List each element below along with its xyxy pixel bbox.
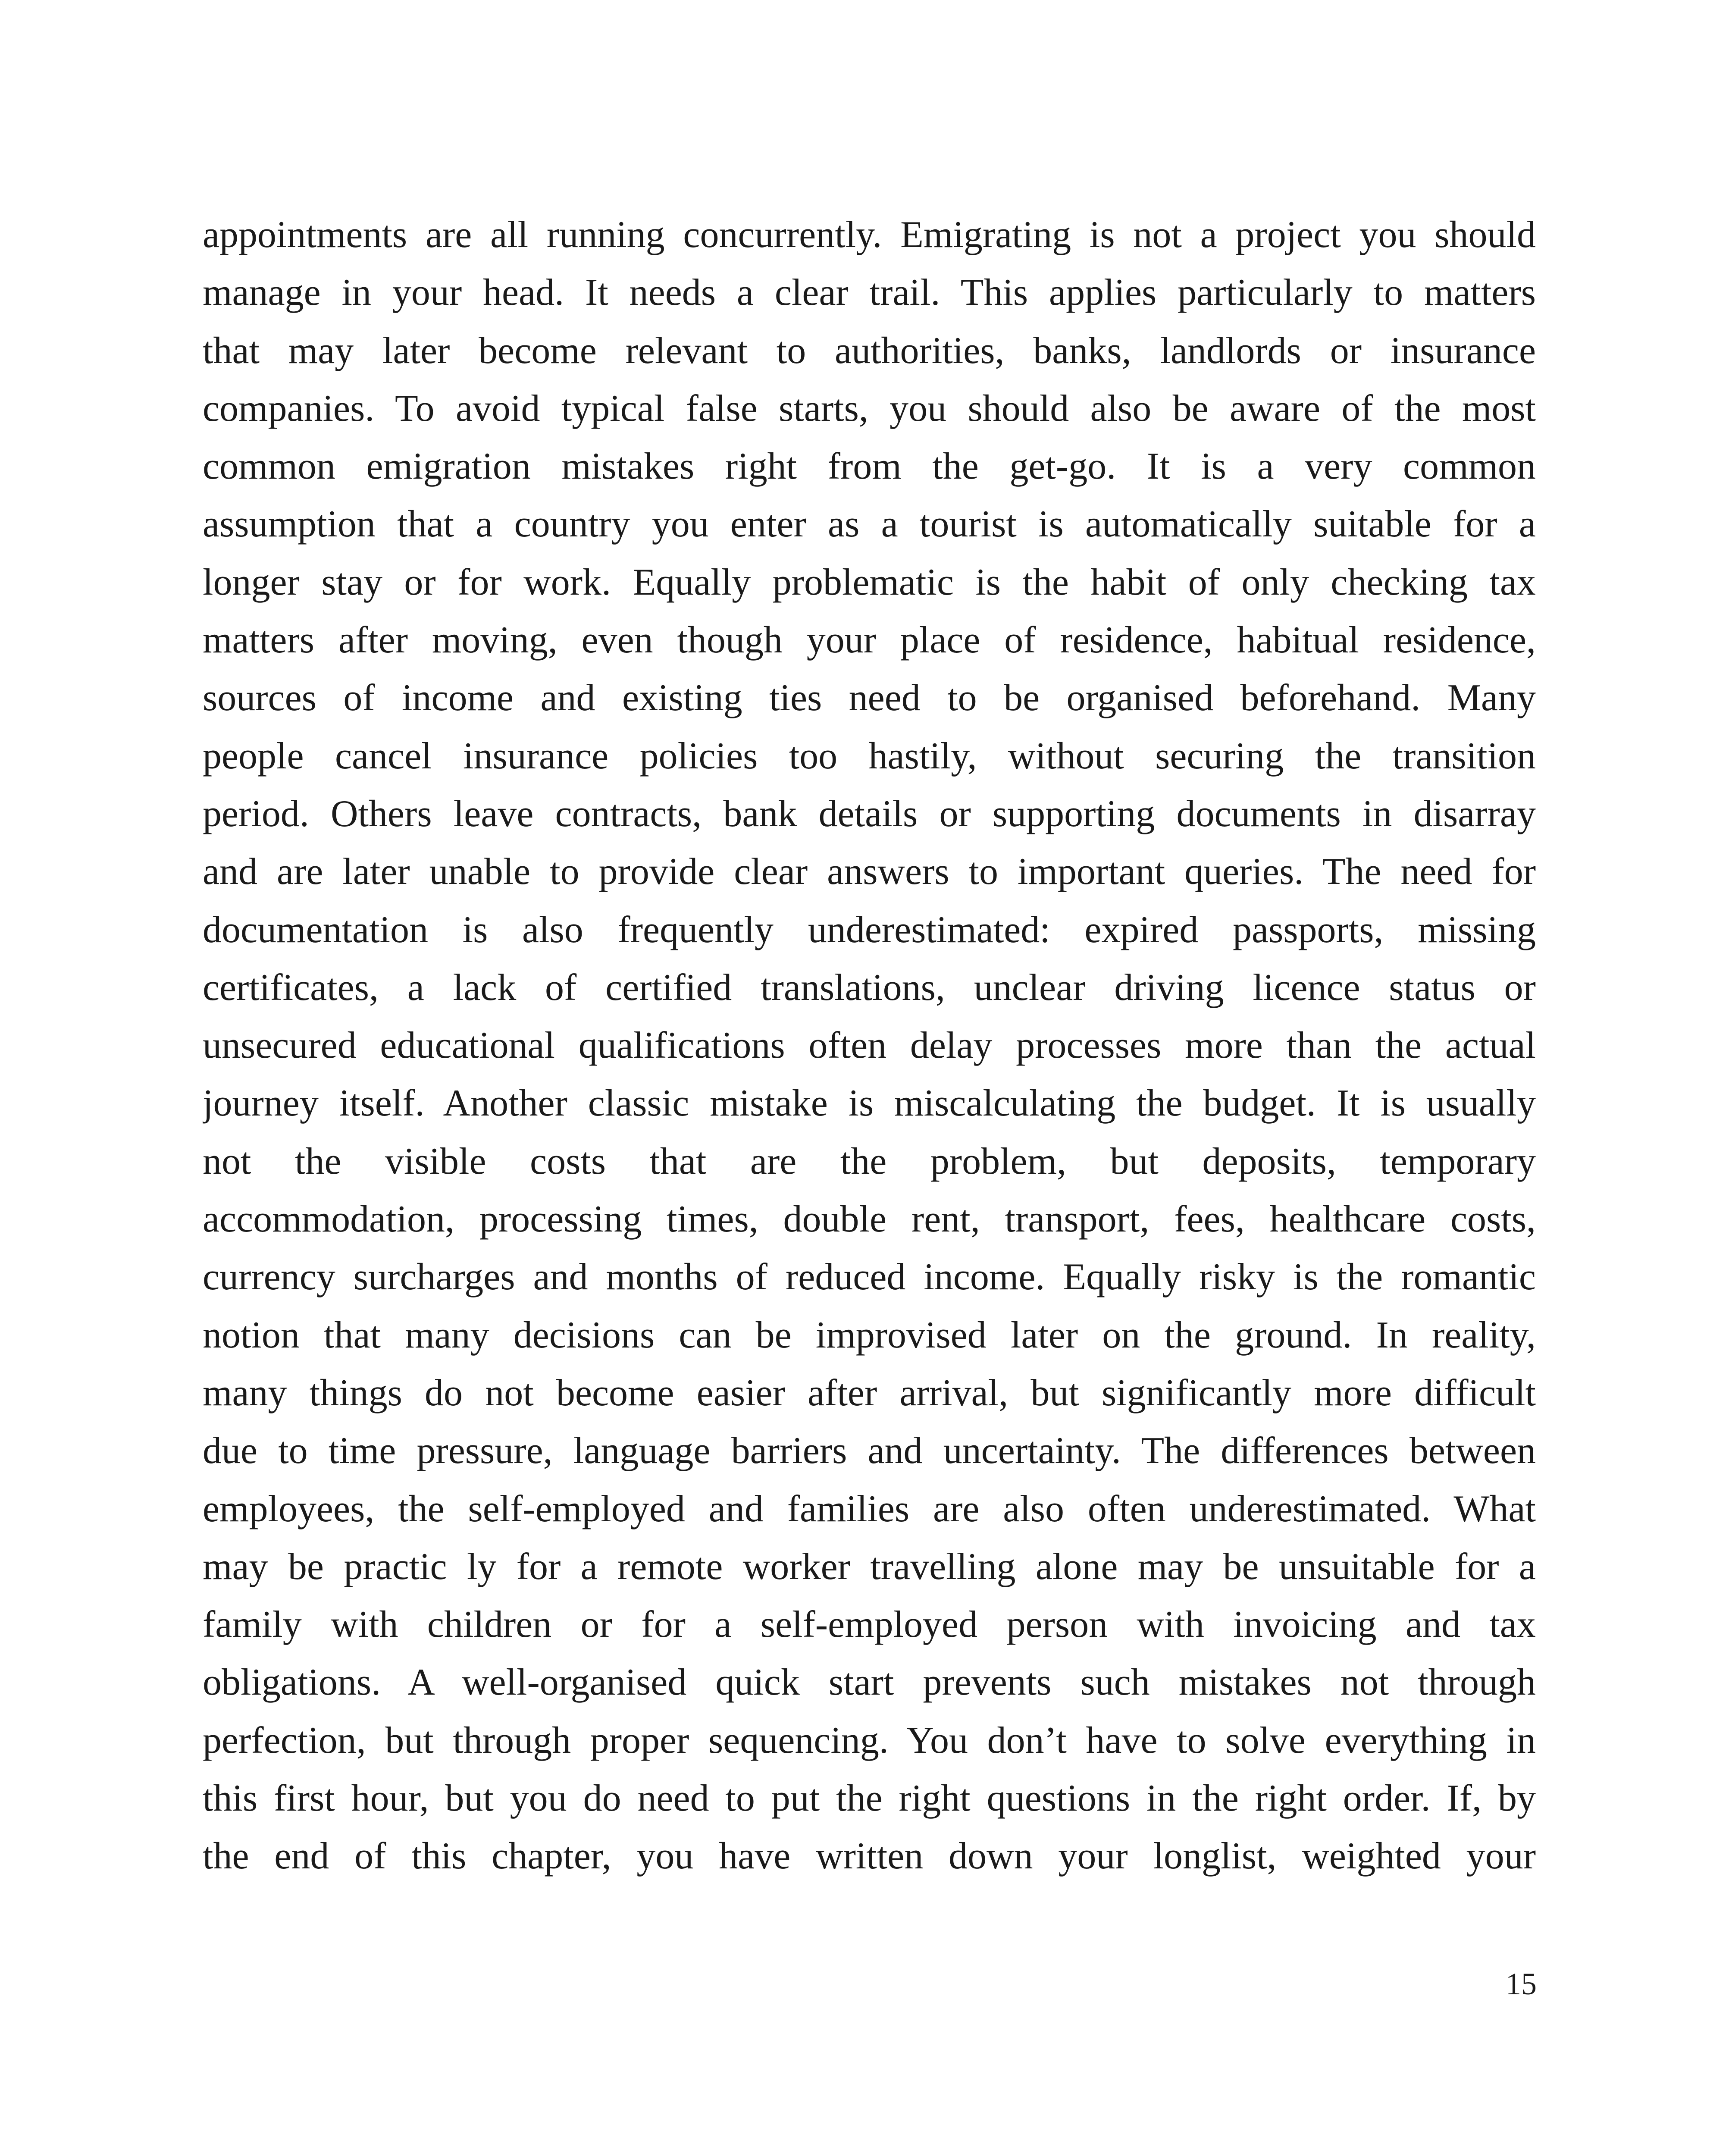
text-line: documentation is also frequently underestimated: expired passports, missing bbox=[203, 909, 1536, 951]
text-line: may be practic ly for a remote worker travelling alone may be unsuitable for a bbox=[203, 1545, 1536, 1588]
text-line: and are later unable to provide clear answers to important queries. The need for bbox=[203, 851, 1536, 893]
text-line: longer stay or for work. Equally problematic is the habit of only checking tax bbox=[203, 561, 1536, 603]
text-line: employees, the self-employed and families are also often underestimated. What bbox=[203, 1488, 1536, 1530]
text-line: assumption that a country you enter as a tourist is automatically suitable for a bbox=[203, 503, 1536, 545]
text-line: accommodation, processing times, double rent, transport, fees, healthcare costs, bbox=[203, 1198, 1536, 1241]
text-line: appointments are all running concurrently. Emigrating is not a project you should bbox=[203, 214, 1536, 256]
text-line: many things do not become easier after arrival, but significantly more difficult bbox=[203, 1372, 1536, 1414]
text-line: family with children or for a self-employed person with invoicing and tax bbox=[203, 1604, 1536, 1646]
text-line: journey itself. Another classic mistake is miscalculating the budget. It is usually bbox=[203, 1082, 1536, 1125]
text-line: people cancel insurance policies too hastily, without securing the transition bbox=[203, 735, 1536, 777]
text-line: certificates, a lack of certified translations, unclear driving licence status or bbox=[203, 966, 1536, 1009]
text-line: obligations. A well-organised quick start prevents such mistakes not through bbox=[203, 1661, 1536, 1704]
text-line: that may later become relevant to authorities, banks, landlords or insurance bbox=[203, 329, 1536, 372]
text-line: manage in your head. It needs a clear trail. This applies particularly to matters bbox=[203, 272, 1536, 314]
text-line: companies. To avoid typical false starts, you should also be aware of the most bbox=[203, 387, 1536, 429]
text-line: due to time pressure, language barriers and uncertainty. The differences between bbox=[203, 1430, 1536, 1472]
text-line: notion that many decisions can be improvised later on the ground. In reality, bbox=[203, 1314, 1536, 1356]
text-line: this first hour, but you do need to put the right questions in the right order. If, by bbox=[203, 1777, 1536, 1820]
text-line: perfection, but through proper sequencing. You don’t have to solve everything in bbox=[203, 1719, 1536, 1761]
text-line: not the visible costs that are the problem, but deposits, temporary bbox=[203, 1140, 1536, 1182]
text-line: currency surcharges and months of reduced income. Equally risky is the romantic bbox=[203, 1256, 1536, 1298]
text-line: sources of income and existing ties need to be organised beforehand. Many bbox=[203, 677, 1536, 719]
text-line: period. Others leave contracts, bank details or supporting documents in disarray bbox=[203, 793, 1536, 835]
page-number: 15 bbox=[1506, 1967, 1537, 2001]
text-line: common emigration mistakes right from the get-go. It is a very common bbox=[203, 445, 1536, 488]
text-line: unsecured educational qualifications often delay processes more than the actual bbox=[203, 1025, 1536, 1067]
text-line: the end of this chapter, you have written down your longlist, weighted your bbox=[203, 1835, 1536, 1877]
body-paragraph bbox=[203, 206, 1536, 1886]
text-line: matters after moving, even though your place of residence, habitual residence, bbox=[203, 619, 1536, 661]
